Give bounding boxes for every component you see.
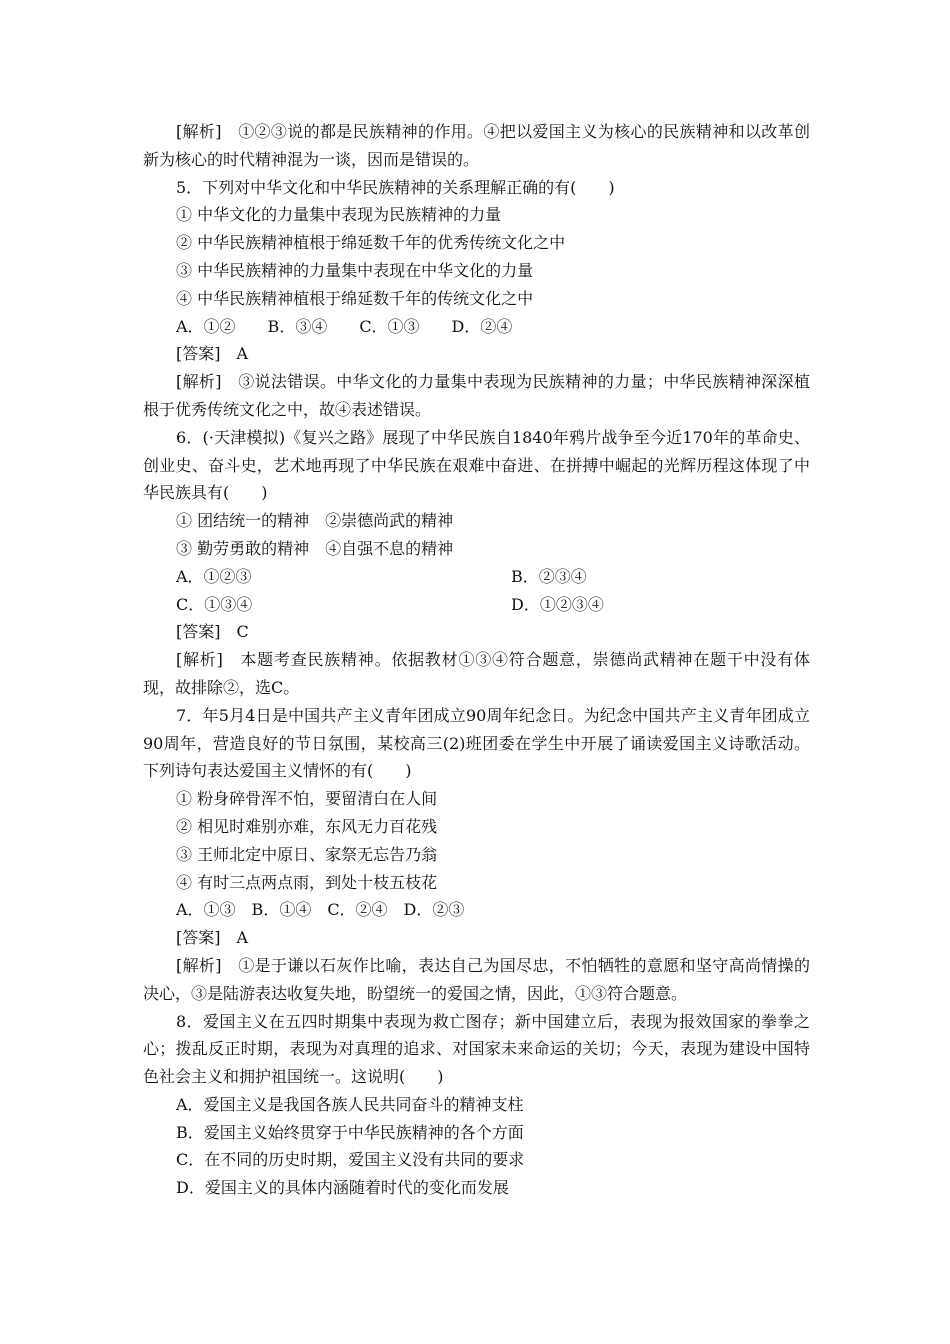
- q5-explanation: [解析] ③说法错误。中华文化的力量集中表现为民族精神的力量；中华民族精神深深植根于优秀传统文化之中，故④表述错误。: [143, 372, 810, 419]
- q6-item-2: ③ 勤劳勇敢的精神 ④自强不息的精神: [176, 538, 454, 558]
- q6-options-row-1: [143, 563, 810, 591]
- q7-options: A．①③ B．①④ C．②④ D．②③: [176, 900, 465, 920]
- q7-item-2: ② 相见时难别亦难，东风无力百花残: [176, 816, 438, 836]
- q8-option-c: C．在不同的历史时期，爱国主义没有共同的要求: [176, 1150, 525, 1170]
- q6-option-d: D．①②③④: [511, 594, 604, 614]
- q7-stem: 7．年5月4日是中国共产主义青年团成立90周年纪念日。为纪念中国共产主义青年团成立90周年，营造良好的节日氛围，某校高三(2)班团委在学生中开展了诵读爱国主义诗歌活动。下列诗句表达爱国主义情怀的有( ): [143, 705, 810, 781]
- q6-options-row-2: [143, 591, 810, 619]
- q5-options: A．①② B．③④ C．①③ D．②④: [176, 316, 513, 336]
- q5-stem: 5．下列对中华文化和中华民族精神的关系理解正确的有( ): [176, 177, 615, 197]
- q6-answer: [答案] C: [176, 622, 249, 642]
- q7-explanation: [解析] ①是于谦以石灰作比喻，表达自己为国尽忠，不怕牺牲的意愿和坚守高尚情操的决心，③是陆游表达收复失地，盼望统一的爱国之情，因此，①③符合题意。: [143, 955, 810, 1003]
- q8-option-a: A．爱国主义是我国各族人民共同奋斗的精神支柱: [176, 1094, 524, 1114]
- q8-stem: 8．爱国主义在五四时期集中表现为救亡图存；新中国建立后，表现为报效国家的拳拳之心；拨乱反正时期，表现为对真理的追求、对国家未来命运的关切；今天，表现为建设中国特色社会主义和拥护祖国统一。这说明( ): [143, 1011, 810, 1087]
- q7-item-1: ① 粉身碎骨浑不怕，要留清白在人间: [176, 789, 438, 809]
- q6-explanation: [解析] 本题考查民族精神。依据教材①③④符合题意，崇德尚武精神在题干中没有体现，故排除②，选C。: [143, 650, 810, 697]
- q5-item-2: ② 中华民族精神植根于绵延数千年的优秀传统文化之中: [176, 233, 566, 253]
- q7-item-3: ③ 王师北定中原日、家祭无忘告乃翁: [176, 844, 438, 864]
- q7-item-4: ④ 有时三点两点雨，到处十枝五枝花: [176, 872, 438, 892]
- q6-stem: 6．(·天津模拟)《复兴之路》展现了中华民族自1840年鸦片战争至今近170年的革命史、创业史、奋斗史，艺术地再现了中华民族在艰难中奋进、在拼搏中崛起的光辉历程这体现了中华民族具有( ): [143, 427, 810, 503]
- q8-option-d: D．爱国主义的具体内涵随着时代的变化而发展: [176, 1178, 509, 1198]
- q6-option-a: A．①②③: [176, 566, 252, 586]
- q5-answer: [答案] A: [176, 344, 249, 364]
- q8-option-b: B．爱国主义始终贯穿于中华民族精神的各个方面: [176, 1122, 524, 1142]
- q6-option-c: C．①③④: [176, 594, 253, 614]
- q7-answer: [答案] A: [176, 928, 249, 948]
- q5-item-4: ④ 中华民族精神植根于绵延数千年的传统文化之中: [176, 288, 534, 308]
- page-content: [143, 118, 810, 1202]
- q5-item-3: ③ 中华民族精神的力量集中表现在中华文化的力量: [176, 260, 534, 280]
- q6-option-b: B．②③④: [511, 566, 587, 586]
- q6-item-1: ① 团结统一的精神 ②崇德尚武的精神: [176, 511, 454, 531]
- q5-item-1: ① 中华文化的力量集中表现为民族精神的力量: [176, 205, 502, 225]
- q4-explanation: [解析] ①②③说的都是民族精神的作用。④把以爱国主义为核心的民族精神和以改革创新为核心的时代精神混为一谈，因而是错误的。: [143, 122, 810, 169]
